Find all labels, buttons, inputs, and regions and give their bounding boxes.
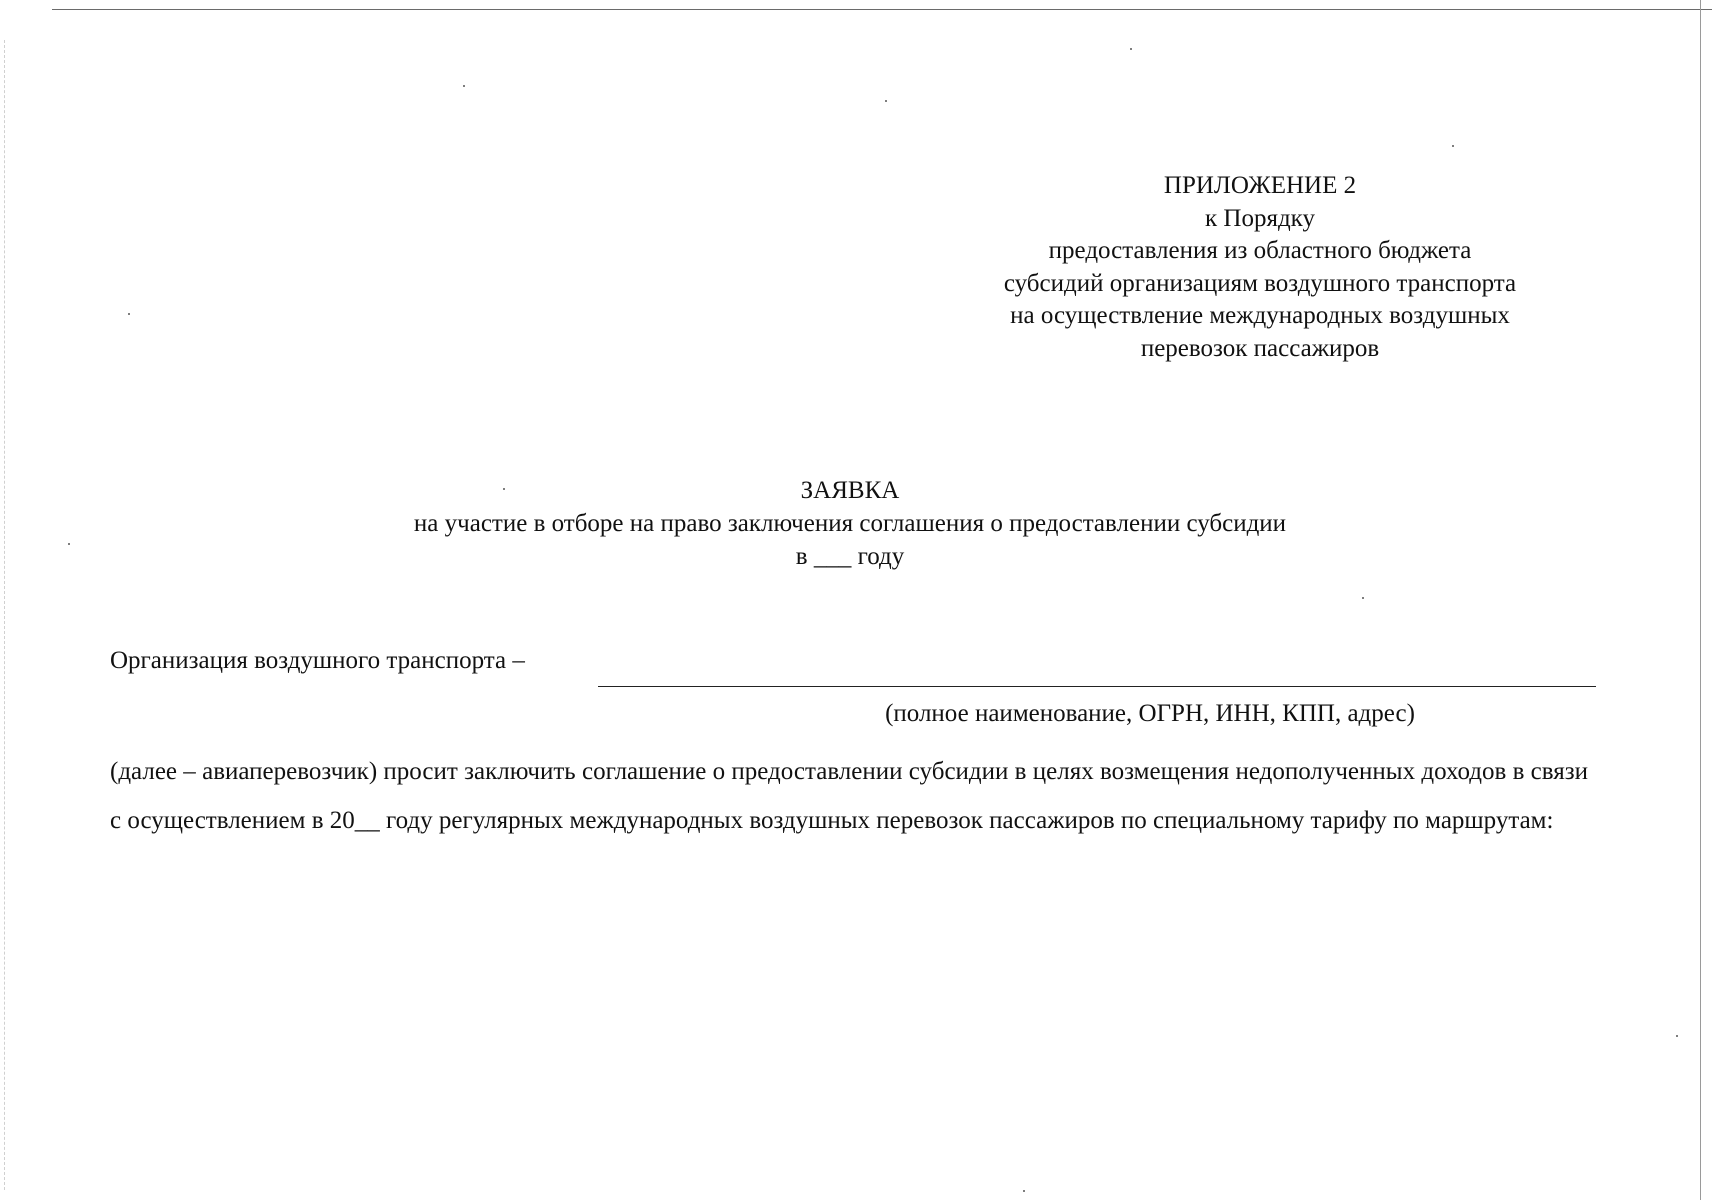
appendix-line: к Порядку [1205, 204, 1315, 232]
left-scan-edge [4, 40, 5, 1190]
scan-speck [1023, 1190, 1025, 1192]
scan-speck [1130, 48, 1132, 50]
right-scan-edge [1700, 0, 1701, 1200]
organization-caption: (полное наименование, ОГРН, ИНН, КПП, адрес) [885, 700, 1415, 727]
scan-speck [1452, 145, 1454, 147]
organization-fill-line [598, 686, 1596, 687]
appendix-line: субсидий организациям воздушного транспорта [1003, 269, 1517, 297]
application-subtitle: на участие в отборе на право заключения соглашения о предоставлении субсидии [413, 510, 1287, 537]
scan-speck [885, 100, 887, 102]
scan-speck [128, 313, 130, 315]
appendix-header [880, 170, 1640, 365]
scan-speck [68, 543, 70, 545]
appendix-line: на осуществление международных воздушных [1010, 302, 1510, 329]
scan-speck [463, 85, 465, 87]
scan-speck [1676, 1035, 1678, 1037]
appendix-title: ПРИЛОЖЕНИЕ 2 [1163, 172, 1357, 199]
appendix-line: предоставления из областного бюджета [1048, 237, 1472, 264]
scan-speck [503, 488, 505, 490]
application-title: ЗАЯВКА [800, 477, 900, 504]
organization-label: Организация воздушного транспорта – [110, 647, 525, 674]
top-scan-edge [52, 9, 1712, 10]
scan-speck [1362, 597, 1364, 599]
application-title-block [250, 474, 1450, 573]
application-year-line: в ___ году [795, 543, 905, 570]
request-paragraph: (далее – авиаперевозчик) просит заключить соглашение о предоставлении субсидии в целях возмещения недополученных доходов в связи с осуществлением в 20__ году регулярных международных воздушных перевозок пассажиров по специальному тарифу по маршрутам: [110, 758, 1588, 834]
appendix-line: перевозок пассажиров [1140, 334, 1380, 362]
